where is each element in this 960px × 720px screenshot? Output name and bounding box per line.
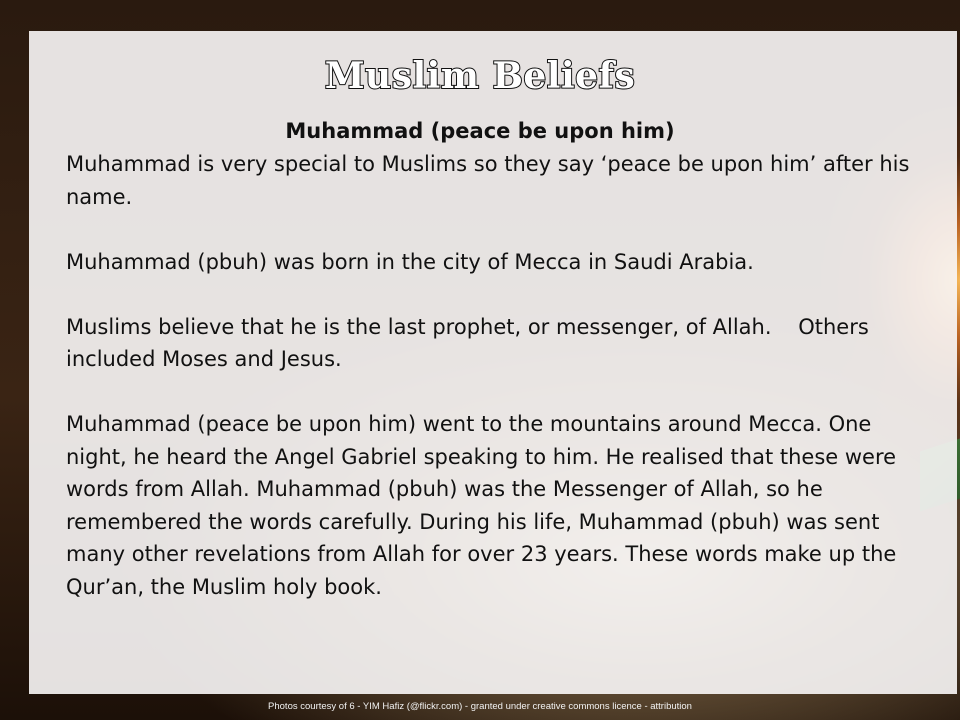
paragraph-2: Muhammad (pbuh) was born in the city of Mecca in Saudi Arabia.	[66, 249, 754, 274]
body-text	[66, 148, 911, 636]
photo-credit: Photos courtesy of 6 - YIM Hafiz (@flickr.com) - granted under creative commons licence - attribution	[268, 701, 692, 712]
paragraph-4: Muhammad (peace be upon him) went to the mountains around Mecca. One night, he heard the Angel Gabriel speaking to him. He realised that these were words from Allah. Muhammad (pbuh) was the Messenger of Allah, so he remembered the words carefully. During his life, Muhammad (pbuh) was sent many other revelations from Allah for over 23 years. These words make up the Qur’an, the Muslim holy book.	[66, 412, 897, 599]
paragraph-1: Muhammad is very special to Muslims so they say ‘peace be upon him’ after his name.	[66, 152, 910, 209]
slide-subtitle: Muhammad (peace be upon him)	[285, 119, 675, 143]
paragraph-3: Muslims believe that he is the last prophet, or messenger, of Allah. Others included Moses and Jesus.	[66, 314, 876, 371]
slide-title: Muslim Beliefs	[324, 55, 636, 97]
